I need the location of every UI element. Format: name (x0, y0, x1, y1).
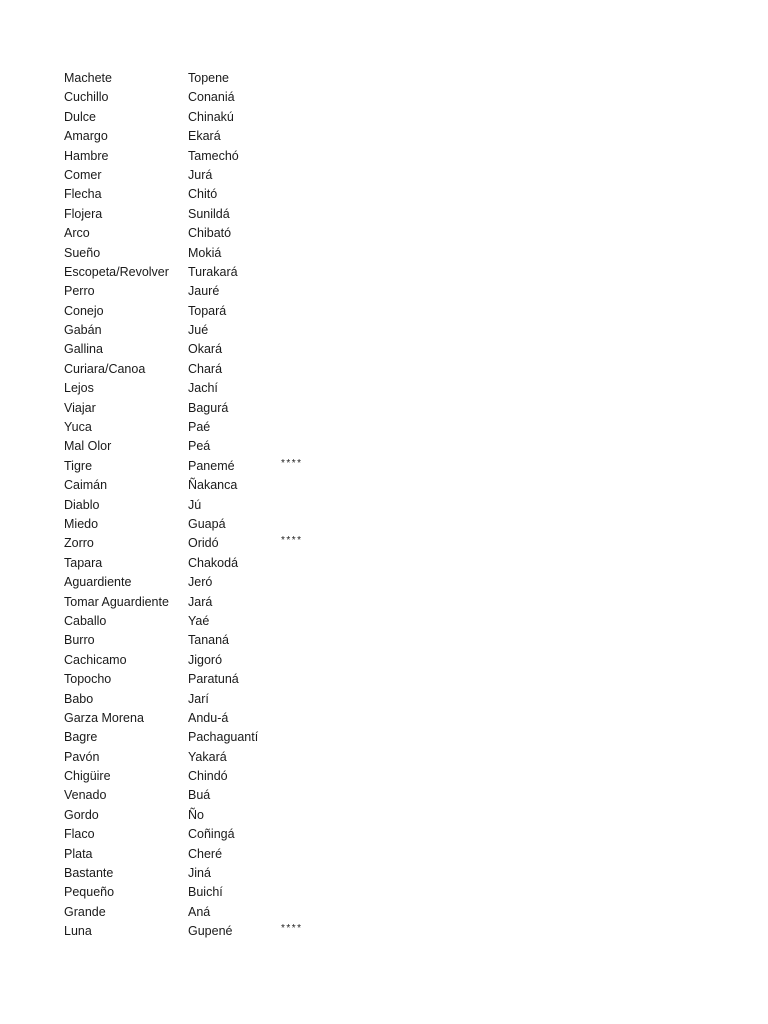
indigenous-word: Jachí (188, 381, 218, 396)
indigenous-word: Turakará (188, 264, 238, 279)
indigenous-word: Jué (188, 323, 209, 338)
vocab-row (64, 321, 744, 340)
spanish-word: Machete (64, 71, 112, 85)
indigenous-word: Oridó (188, 536, 219, 551)
indigenous-word: Topará (188, 303, 227, 318)
vocab-row (64, 728, 744, 747)
vocab-row (64, 573, 744, 592)
indigenous-word: Tamechó (188, 148, 239, 163)
indigenous-word: Jú (188, 497, 202, 512)
vocab-row (64, 864, 744, 883)
indigenous-word: Aná (188, 904, 211, 919)
spanish-word: Venado (64, 788, 107, 803)
indigenous-word: Peá (188, 439, 211, 454)
indigenous-word: Pachaguantí (188, 730, 259, 745)
vocab-row (64, 205, 744, 224)
vocab-row (64, 379, 744, 398)
indigenous-word: Jarí (188, 691, 209, 706)
vocab-row (64, 515, 744, 534)
spanish-word: Viajar (64, 400, 96, 415)
indigenous-word: Yaé (188, 613, 210, 628)
spanish-word: Bagre (64, 730, 98, 745)
vocab-row (64, 108, 744, 127)
spanish-word: Cuchillo (64, 90, 109, 105)
indigenous-word: Cheré (188, 846, 223, 861)
vocab-row (64, 593, 744, 612)
indigenous-word: Jeró (188, 575, 213, 590)
indigenous-word: Jiná (188, 866, 211, 881)
vocab-row (64, 244, 744, 263)
vocab-row (64, 748, 744, 767)
vocab-row (64, 534, 744, 553)
spanish-word: Tigre (64, 458, 93, 473)
spanish-word: Tapara (64, 555, 103, 570)
indigenous-word: Sunildá (188, 206, 230, 221)
vocab-row (64, 883, 744, 902)
indigenous-word: Guapá (188, 516, 226, 531)
spanish-word: Conejo (64, 303, 104, 318)
spanish-word: Hambre (64, 148, 109, 163)
spanish-word: Gabán (64, 323, 102, 338)
vocab-row (64, 496, 744, 515)
vocab-row (64, 767, 744, 786)
asterisk-mark: **** (281, 923, 303, 935)
asterisk-mark: **** (281, 457, 303, 469)
indigenous-word: Bagurá (188, 400, 229, 415)
spanish-word: Dulce (64, 109, 96, 124)
indigenous-word: Gupené (188, 924, 233, 939)
indigenous-word: Paratuná (188, 672, 239, 687)
spanish-word: Cachicamo (64, 652, 127, 667)
indigenous-word: Andu-á (188, 710, 229, 725)
indigenous-word: Chakodá (188, 555, 239, 570)
indigenous-word: Jigoró (188, 652, 223, 667)
spanish-word: Burro (64, 633, 95, 648)
indigenous-word: Jauré (188, 284, 220, 299)
spanish-word: Sueño (64, 245, 101, 260)
spanish-word: Aguardiente (64, 575, 132, 590)
vocab-row (64, 224, 744, 243)
spanish-word: Chigüire (64, 769, 111, 784)
vocab-row (64, 360, 744, 379)
spanish-word: Gordo (64, 807, 99, 822)
spanish-word: Escopeta/Revolver (64, 264, 169, 279)
indigenous-word: Mokiá (188, 245, 222, 260)
spanish-word: Yuca (64, 420, 92, 435)
spanish-word: Flecha (64, 187, 102, 202)
indigenous-word: Ñakanca (188, 478, 238, 493)
indigenous-word: Tananá (188, 633, 230, 648)
spanish-word: Bastante (64, 866, 114, 881)
indigenous-word: Topene (188, 71, 230, 85)
vocab-row (64, 670, 744, 689)
vocab-row (64, 127, 744, 146)
indigenous-word: Paé (188, 420, 211, 435)
vocab-row (64, 88, 744, 107)
spanish-word: Pavón (64, 749, 100, 764)
spanish-word: Curiara/Canoa (64, 361, 146, 376)
vocab-row (64, 845, 744, 864)
vocab-row (64, 166, 744, 185)
indigenous-word: Ño (188, 807, 204, 822)
vocabulary-list (64, 69, 744, 942)
vocab-row (64, 147, 744, 166)
vocab-row (64, 185, 744, 204)
spanish-word: Caimán (64, 478, 108, 493)
vocab-row (64, 825, 744, 844)
indigenous-word: Jará (188, 594, 213, 609)
indigenous-word: Conaniá (188, 90, 235, 105)
spanish-word: Miedo (64, 516, 99, 531)
vocab-row (64, 437, 744, 456)
spanish-word: Luna (64, 924, 92, 939)
vocab-row (64, 709, 744, 728)
indigenous-word: Chindó (188, 769, 228, 784)
vocab-row (64, 612, 744, 631)
spanish-word: Gallina (64, 342, 103, 357)
spanish-word: Amargo (64, 129, 108, 144)
indigenous-word: Okará (188, 342, 223, 357)
spanish-word: Plata (64, 846, 93, 861)
spanish-word: Babo (64, 691, 94, 706)
spanish-word: Diablo (64, 497, 100, 512)
vocab-row (64, 476, 744, 495)
vocab-row (64, 786, 744, 805)
spanish-word: Mal Olor (64, 439, 112, 454)
vocab-row (64, 554, 744, 573)
vocab-row (64, 651, 744, 670)
vocab-row (64, 457, 744, 476)
spanish-word: Grande (64, 904, 106, 919)
spanish-word: Comer (64, 167, 102, 182)
vocab-row (64, 690, 744, 709)
indigenous-word: Buá (188, 788, 211, 803)
indigenous-word: Jurá (188, 167, 213, 182)
spanish-word: Caballo (64, 613, 107, 628)
vocab-row (64, 418, 744, 437)
spanish-word: Lejos (64, 381, 94, 396)
indigenous-word: Coñingá (188, 827, 235, 842)
vocab-row (64, 302, 744, 321)
vocab-row (64, 263, 744, 282)
vocab-row (64, 399, 744, 418)
vocab-row (64, 282, 744, 301)
spanish-word: Zorro (64, 536, 94, 551)
vocab-row (64, 340, 744, 359)
indigenous-word: Chará (188, 361, 223, 376)
indigenous-word: Ekará (188, 129, 221, 144)
vocab-row (64, 631, 744, 650)
spanish-word: Topocho (64, 672, 112, 687)
spanish-word: Arco (64, 226, 90, 241)
spanish-word: Perro (64, 284, 95, 299)
spanish-word: Flaco (64, 827, 95, 842)
spanish-word: Pequeño (64, 885, 115, 900)
spanish-word: Tomar Aguardiente (64, 594, 169, 609)
indigenous-word: Yakará (188, 749, 227, 764)
indigenous-word: Chitó (188, 187, 218, 202)
indigenous-word: Buichí (188, 885, 223, 900)
asterisk-mark: **** (281, 535, 303, 547)
indigenous-word: Chinakú (188, 109, 234, 124)
indigenous-word: Panemé (188, 458, 235, 473)
vocab-row (64, 922, 744, 941)
vocab-row (64, 806, 744, 825)
vocab-row (64, 903, 744, 922)
spanish-word: Garza Morena (64, 710, 144, 725)
indigenous-word: Chibató (188, 226, 232, 241)
vocab-row (64, 69, 744, 88)
spanish-word: Flojera (64, 206, 103, 221)
